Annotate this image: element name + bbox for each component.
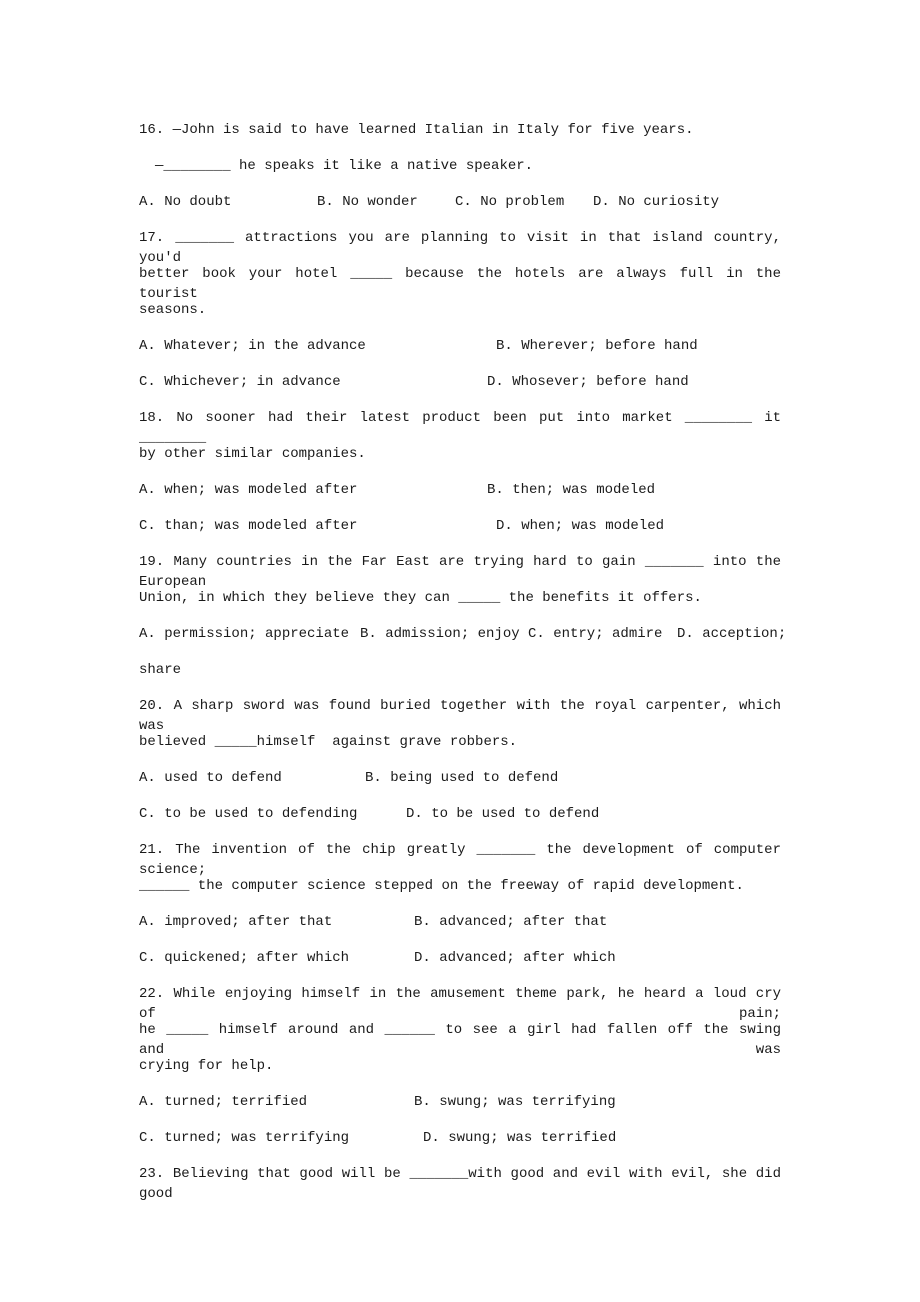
q18-option-d: D. when; was modeled xyxy=(496,518,665,534)
q17-option-d: D. Whosever; before hand xyxy=(487,374,689,390)
q22-option-d: D. swung; was terrified xyxy=(423,1130,617,1146)
q16-option-c: C. No problem xyxy=(455,194,565,210)
q18-option-c: C. than; was modeled after xyxy=(139,518,358,534)
q19-option-d-wrap: share xyxy=(139,662,182,678)
q20-option-d: D. to be used to defend xyxy=(406,806,600,822)
q23-stem-line-1: 23. Believing that good will be _______with good and evil with evil, she did good xyxy=(139,1166,781,1202)
q17-stem-line-3: seasons. xyxy=(139,302,207,318)
q18-option-b: B. then; was modeled xyxy=(487,482,656,498)
q16-stem-line-2: —________ he speaks it like a native speaker. xyxy=(155,158,534,174)
q17-option-c: C. Whichever; in advance xyxy=(139,374,341,390)
q17-option-b: B. Wherever; before hand xyxy=(496,338,698,354)
q22-option-c: C. turned; was terrifying xyxy=(139,1130,350,1146)
q21-stem-line-2: ______ the computer science stepped on the freeway of rapid development. xyxy=(139,878,744,894)
q16-stem-line-1: 16. —John is said to have learned Italian in Italy for five years. xyxy=(139,122,694,138)
q16-option-d: D. No curiosity xyxy=(593,194,720,210)
q16-option-b: B. No wonder xyxy=(317,194,418,210)
q20-stem-line-2: believed _____himself against grave robbers. xyxy=(139,734,518,750)
q22-option-b: B. swung; was terrifying xyxy=(414,1094,616,1110)
q18-option-a: A. when; was modeled after xyxy=(139,482,358,498)
q20-option-a: A. used to defend xyxy=(139,770,282,786)
q21-option-b: B. advanced; after that xyxy=(414,914,608,930)
q22-stem-line-1: 22. While enjoying himself in the amusement theme park, he heard a loud cry of pain; xyxy=(139,986,781,1022)
q19-option-c: C. entry; admire xyxy=(528,626,663,642)
q19-stem-line-2: Union, in which they believe they can _____ the benefits it offers. xyxy=(139,590,702,606)
q18-stem-line-1: 18. No sooner had their latest product been put into market ________ it ________ xyxy=(139,410,781,446)
q17-stem-line-2: better book your hotel _____ because the hotels are always full in the tourist xyxy=(139,266,781,302)
q20-stem-line-1: 20. A sharp sword was found buried together with the royal carpenter, which was xyxy=(139,698,781,734)
q19-option-d: D. acception; xyxy=(677,626,787,642)
q22-stem-line-3: crying for help. xyxy=(139,1058,274,1074)
q16-option-a: A. No doubt xyxy=(139,194,232,210)
q18-stem-line-2: by other similar companies. xyxy=(139,446,366,462)
q17-stem-line-1: 17. _______ attractions you are planning to visit in that island country, you'd xyxy=(139,230,781,266)
q20-option-c: C. to be used to defending xyxy=(139,806,358,822)
q22-option-a: A. turned; terrified xyxy=(139,1094,308,1110)
q21-option-a: A. improved; after that xyxy=(139,914,333,930)
q20-option-b: B. being used to defend xyxy=(365,770,559,786)
q21-stem-line-1: 21. The invention of the chip greatly _______ the development of computer science; xyxy=(139,842,781,878)
q19-option-a: A. permission; appreciate xyxy=(139,626,350,642)
q17-option-a: A. Whatever; in the advance xyxy=(139,338,366,354)
q19-stem-line-1: 19. Many countries in the Far East are trying hard to gain _______ into the European xyxy=(139,554,781,590)
q19-option-b: B. admission; enjoy xyxy=(360,626,520,642)
q21-option-d: D. advanced; after which xyxy=(414,950,616,966)
q22-stem-line-2: he _____ himself around and ______ to see a girl had fallen off the swing and was xyxy=(139,1022,781,1058)
q21-option-c: C. quickened; after which xyxy=(139,950,350,966)
